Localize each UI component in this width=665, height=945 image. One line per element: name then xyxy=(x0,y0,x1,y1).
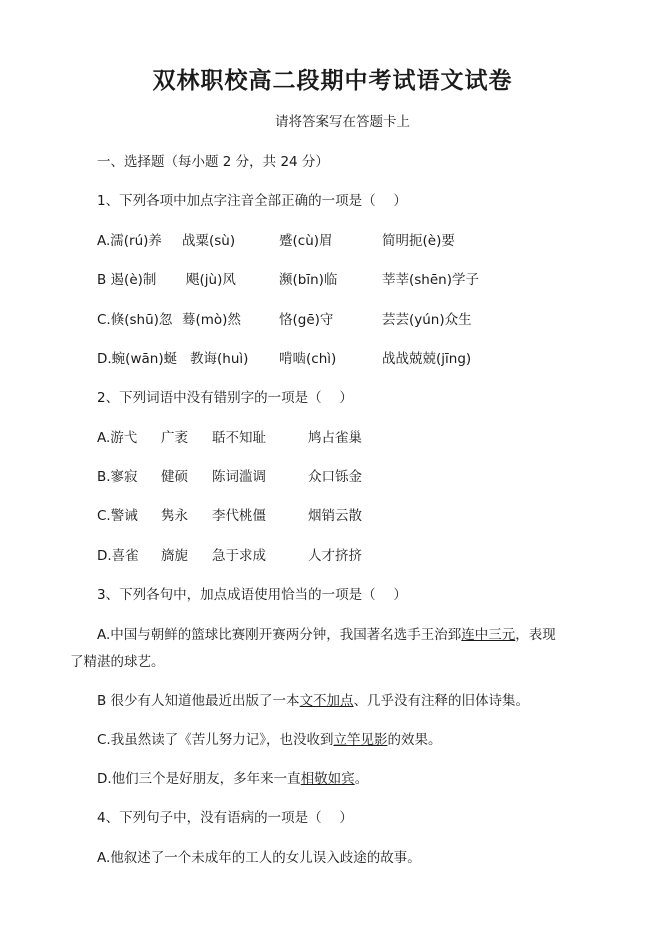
q3-option-b xyxy=(97,689,529,709)
q1-option-d-1: D.蜿(wān)蜒 xyxy=(97,351,178,367)
q1-option-c-4: 芸芸(yún)众生 xyxy=(382,312,472,328)
question-1-stem: 1、下列各项中加点字注音全部正确的一项是（ ） xyxy=(97,193,407,209)
q1-option-d-2: 教诲(huì) xyxy=(190,351,249,367)
q2-option-d-3: 急于求成 xyxy=(212,548,266,564)
q1-option-b-2: 飓(jù)风 xyxy=(186,272,236,288)
q2-option-a-2: 广袤 xyxy=(161,430,188,446)
q2-option-c-2: 隽永 xyxy=(161,508,188,524)
q1-option-a-2: 战粟(sù) xyxy=(182,233,236,249)
q3-option-b-text: B 很少有人知道他最近出版了一本 xyxy=(97,693,300,709)
q1-option-a-1: A.濡(rú)养 xyxy=(97,233,162,249)
q3-option-b-idiom: 文不加点 xyxy=(299,693,354,709)
q4-option-a: A.他叙述了一个未成年的工人的女儿误入歧途的故事。 xyxy=(97,850,421,866)
q1-option-d-3: 啃啮(chì) xyxy=(279,351,337,367)
q1-option-b-3: 濒(bīn)临 xyxy=(279,272,338,288)
q3-option-c-idiom: 立竿见影 xyxy=(333,732,388,748)
q1-option-b-4: 莘莘(shēn)学子 xyxy=(382,272,479,288)
q2-option-b-2: 健硕 xyxy=(161,469,188,485)
q3-option-a-text: A.中国与朝鲜的篮球比赛刚开赛两分钟，我国著名选手王治郅 xyxy=(97,627,462,643)
q3-option-d-text: D.他们三个是好朋友，多年来一直 xyxy=(97,771,301,787)
q2-option-c-1: C.警诫 xyxy=(97,508,138,524)
q1-option-a-3: 蹙(cù)眉 xyxy=(279,233,333,249)
q2-option-a-3: 聒不知耻 xyxy=(212,430,266,446)
question-2-stem: 2、下列词语中没有错别字的一项是（ ） xyxy=(97,390,353,406)
q3-option-b-tail: 、几乎没有注释的旧体诗集。 xyxy=(353,693,530,709)
section-heading: 一、选择题（每小题 2 分，共 24 分） xyxy=(97,154,329,170)
q2-option-b-4: 众口铄金 xyxy=(308,469,362,485)
q3-option-d-tail: 。 xyxy=(354,771,369,787)
q3-option-c-text: C.我虽然读了《苦儿努力记》，也没收到 xyxy=(97,732,334,748)
q2-option-a-1: A.游弋 xyxy=(97,430,138,446)
q1-option-c-3: 恪(gē)守 xyxy=(279,312,334,328)
q3-option-c xyxy=(97,728,441,748)
q3-option-a xyxy=(97,623,556,643)
q2-option-c-4: 烟销云散 xyxy=(308,508,362,524)
q1-option-d-4: 战战兢兢(jīng) xyxy=(382,351,472,367)
q1-option-c-1: C.倏(shū)忽 xyxy=(97,312,173,328)
page-title: 双林职校高二段期中考试语文试卷 xyxy=(152,67,513,94)
q2-option-b-1: B.寥寂 xyxy=(97,469,138,485)
q1-option-c-2: 蓦(mò)然 xyxy=(182,312,241,328)
q3-option-d-idiom: 相敬如宾 xyxy=(300,771,355,787)
q3-option-a-tail: ，表现 xyxy=(515,627,556,643)
q2-option-b-3: 陈词滥调 xyxy=(212,469,266,485)
page-subtitle: 请将答案写在答题卡上 xyxy=(275,114,410,130)
q2-option-a-4: 鸠占雀巢 xyxy=(308,430,362,446)
q1-option-b-1: B 遏(è)制 xyxy=(97,272,157,288)
q3-option-c-tail: 的效果。 xyxy=(387,732,442,748)
q3-option-a-continued: 了精湛的球艺。 xyxy=(70,654,165,670)
q2-option-c-3: 李代桃僵 xyxy=(212,508,266,524)
q2-option-d-1: D.喜雀 xyxy=(97,548,139,564)
q1-option-a-4: 简明扼(è)要 xyxy=(382,233,455,249)
question-3-stem: 3、下列各句中，加点成语使用恰当的一项是（ ） xyxy=(97,587,407,603)
q2-option-d-4: 人才挤挤 xyxy=(308,548,362,564)
q3-option-d xyxy=(97,767,368,787)
q3-option-a-idiom: 连中三元 xyxy=(461,627,516,643)
q2-option-d-2: 旖旎 xyxy=(161,548,188,564)
question-4-stem: 4、下列句子中，没有语病的一项是（ ） xyxy=(97,810,353,826)
